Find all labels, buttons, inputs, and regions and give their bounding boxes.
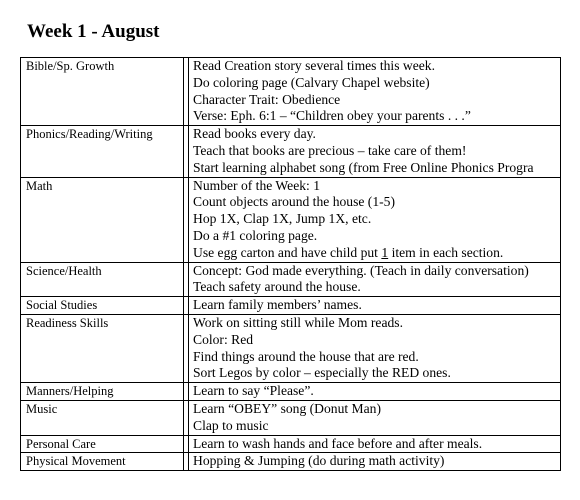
- subject-cell: [21, 126, 184, 177]
- activity-item: Color: Red: [193, 331, 254, 347]
- table-row: [21, 436, 560, 454]
- activity-item: Work on sitting still while Mom reads.: [193, 314, 403, 330]
- schedule-body: [21, 58, 560, 470]
- subject-label: Personal Care: [26, 436, 96, 451]
- activity-list: [189, 383, 560, 400]
- table-row: [21, 126, 560, 177]
- table-row: [21, 383, 560, 401]
- subject-cell: [21, 401, 184, 436]
- activity-item: Learn “OBEY” song (Donut Man): [193, 400, 381, 416]
- table-row: [21, 178, 560, 263]
- activity-item: Find things around the house that are red.: [193, 348, 419, 364]
- activity-item: Hop 1X, Clap 1X, Jump 1X, etc.: [193, 211, 372, 227]
- activity-item: Learn to wash hands and face before and after meals.: [193, 435, 483, 451]
- table-row: [21, 58, 560, 126]
- page-title: Week 1 - August: [27, 21, 160, 42]
- subject-label: Math: [26, 178, 53, 193]
- subject-label: Readiness Skills: [26, 315, 109, 330]
- subject-label: Physical Movement: [26, 454, 126, 469]
- table-row: [21, 263, 560, 298]
- subject-cell: [21, 263, 184, 298]
- activity-item: Read books every day.: [193, 126, 316, 142]
- table-row: [21, 315, 560, 383]
- activity-list: [189, 178, 560, 262]
- subject-cell: [21, 383, 184, 401]
- activity-item: Number of the Week: 1: [193, 177, 321, 193]
- activity-list: [189, 436, 560, 453]
- activity-item: Teach safety around the house.: [193, 279, 361, 295]
- subject-label: Music: [26, 401, 58, 416]
- activity-list: [189, 126, 560, 176]
- subject-cell: [21, 297, 184, 315]
- activity-item: Count objects around the house (1-5): [193, 194, 395, 210]
- activity-item: Do coloring page (Calvary Chapel website): [193, 74, 430, 90]
- subject-label: Manners/Helping: [26, 384, 114, 399]
- activity-item: Teach that books are precious – take care of them!: [193, 142, 467, 158]
- table-row: [21, 297, 560, 315]
- activity-item: Verse: Eph. 6:1 – “Children obey your parents . . .”: [193, 108, 471, 124]
- subject-cell: [21, 315, 184, 383]
- activity-item: Concept: God made everything. (Teach in daily conversation): [193, 262, 529, 278]
- activity-cell: [189, 126, 560, 177]
- activity-cell: [189, 453, 560, 470]
- activity-item: Sort Legos by color – especially the RED ones.: [193, 365, 451, 381]
- activity-cell: [189, 58, 560, 126]
- activity-cell: [189, 436, 560, 454]
- activity-item: Use egg carton and have child put 1 item in each section.: [193, 244, 504, 260]
- activity-cell: [189, 401, 560, 436]
- activity-item: Learn to say “Please”.: [193, 383, 314, 399]
- subject-label: Science/Health: [26, 263, 102, 278]
- subject-label: Social Studies: [26, 298, 98, 313]
- subject-label: Bible/Sp. Growth: [26, 59, 115, 73]
- table-row: [21, 401, 560, 436]
- activity-cell: [189, 315, 560, 383]
- activity-cell: [189, 383, 560, 401]
- activity-list: [189, 263, 560, 297]
- subject-cell: [21, 178, 184, 263]
- schedule-table: [20, 57, 561, 471]
- activity-item: Read Creation story several times this week.: [193, 58, 435, 73]
- activity-list: [189, 297, 560, 314]
- activity-item: Character Trait: Obedience: [193, 91, 341, 107]
- activity-item: Learn family members’ names.: [193, 297, 362, 313]
- subject-label: Phonics/Reading/Writing: [26, 127, 153, 142]
- activity-item: Clap to music: [193, 417, 269, 433]
- activity-item: Do a #1 coloring page.: [193, 227, 318, 243]
- subject-cell: [21, 453, 184, 470]
- activity-list: [189, 401, 560, 435]
- subject-cell: [21, 436, 184, 454]
- activity-cell: [189, 297, 560, 315]
- activity-item: Hopping & Jumping (do during math activity): [193, 453, 445, 469]
- activity-cell: [189, 263, 560, 298]
- subject-cell: [21, 58, 184, 126]
- activity-item: Start learning alphabet song (from Free Online Phonics Progra: [193, 159, 534, 175]
- table-row: [21, 453, 560, 470]
- activity-cell: [189, 178, 560, 263]
- activity-list: [189, 453, 560, 470]
- activity-list: [189, 315, 560, 382]
- activity-list: [189, 58, 560, 125]
